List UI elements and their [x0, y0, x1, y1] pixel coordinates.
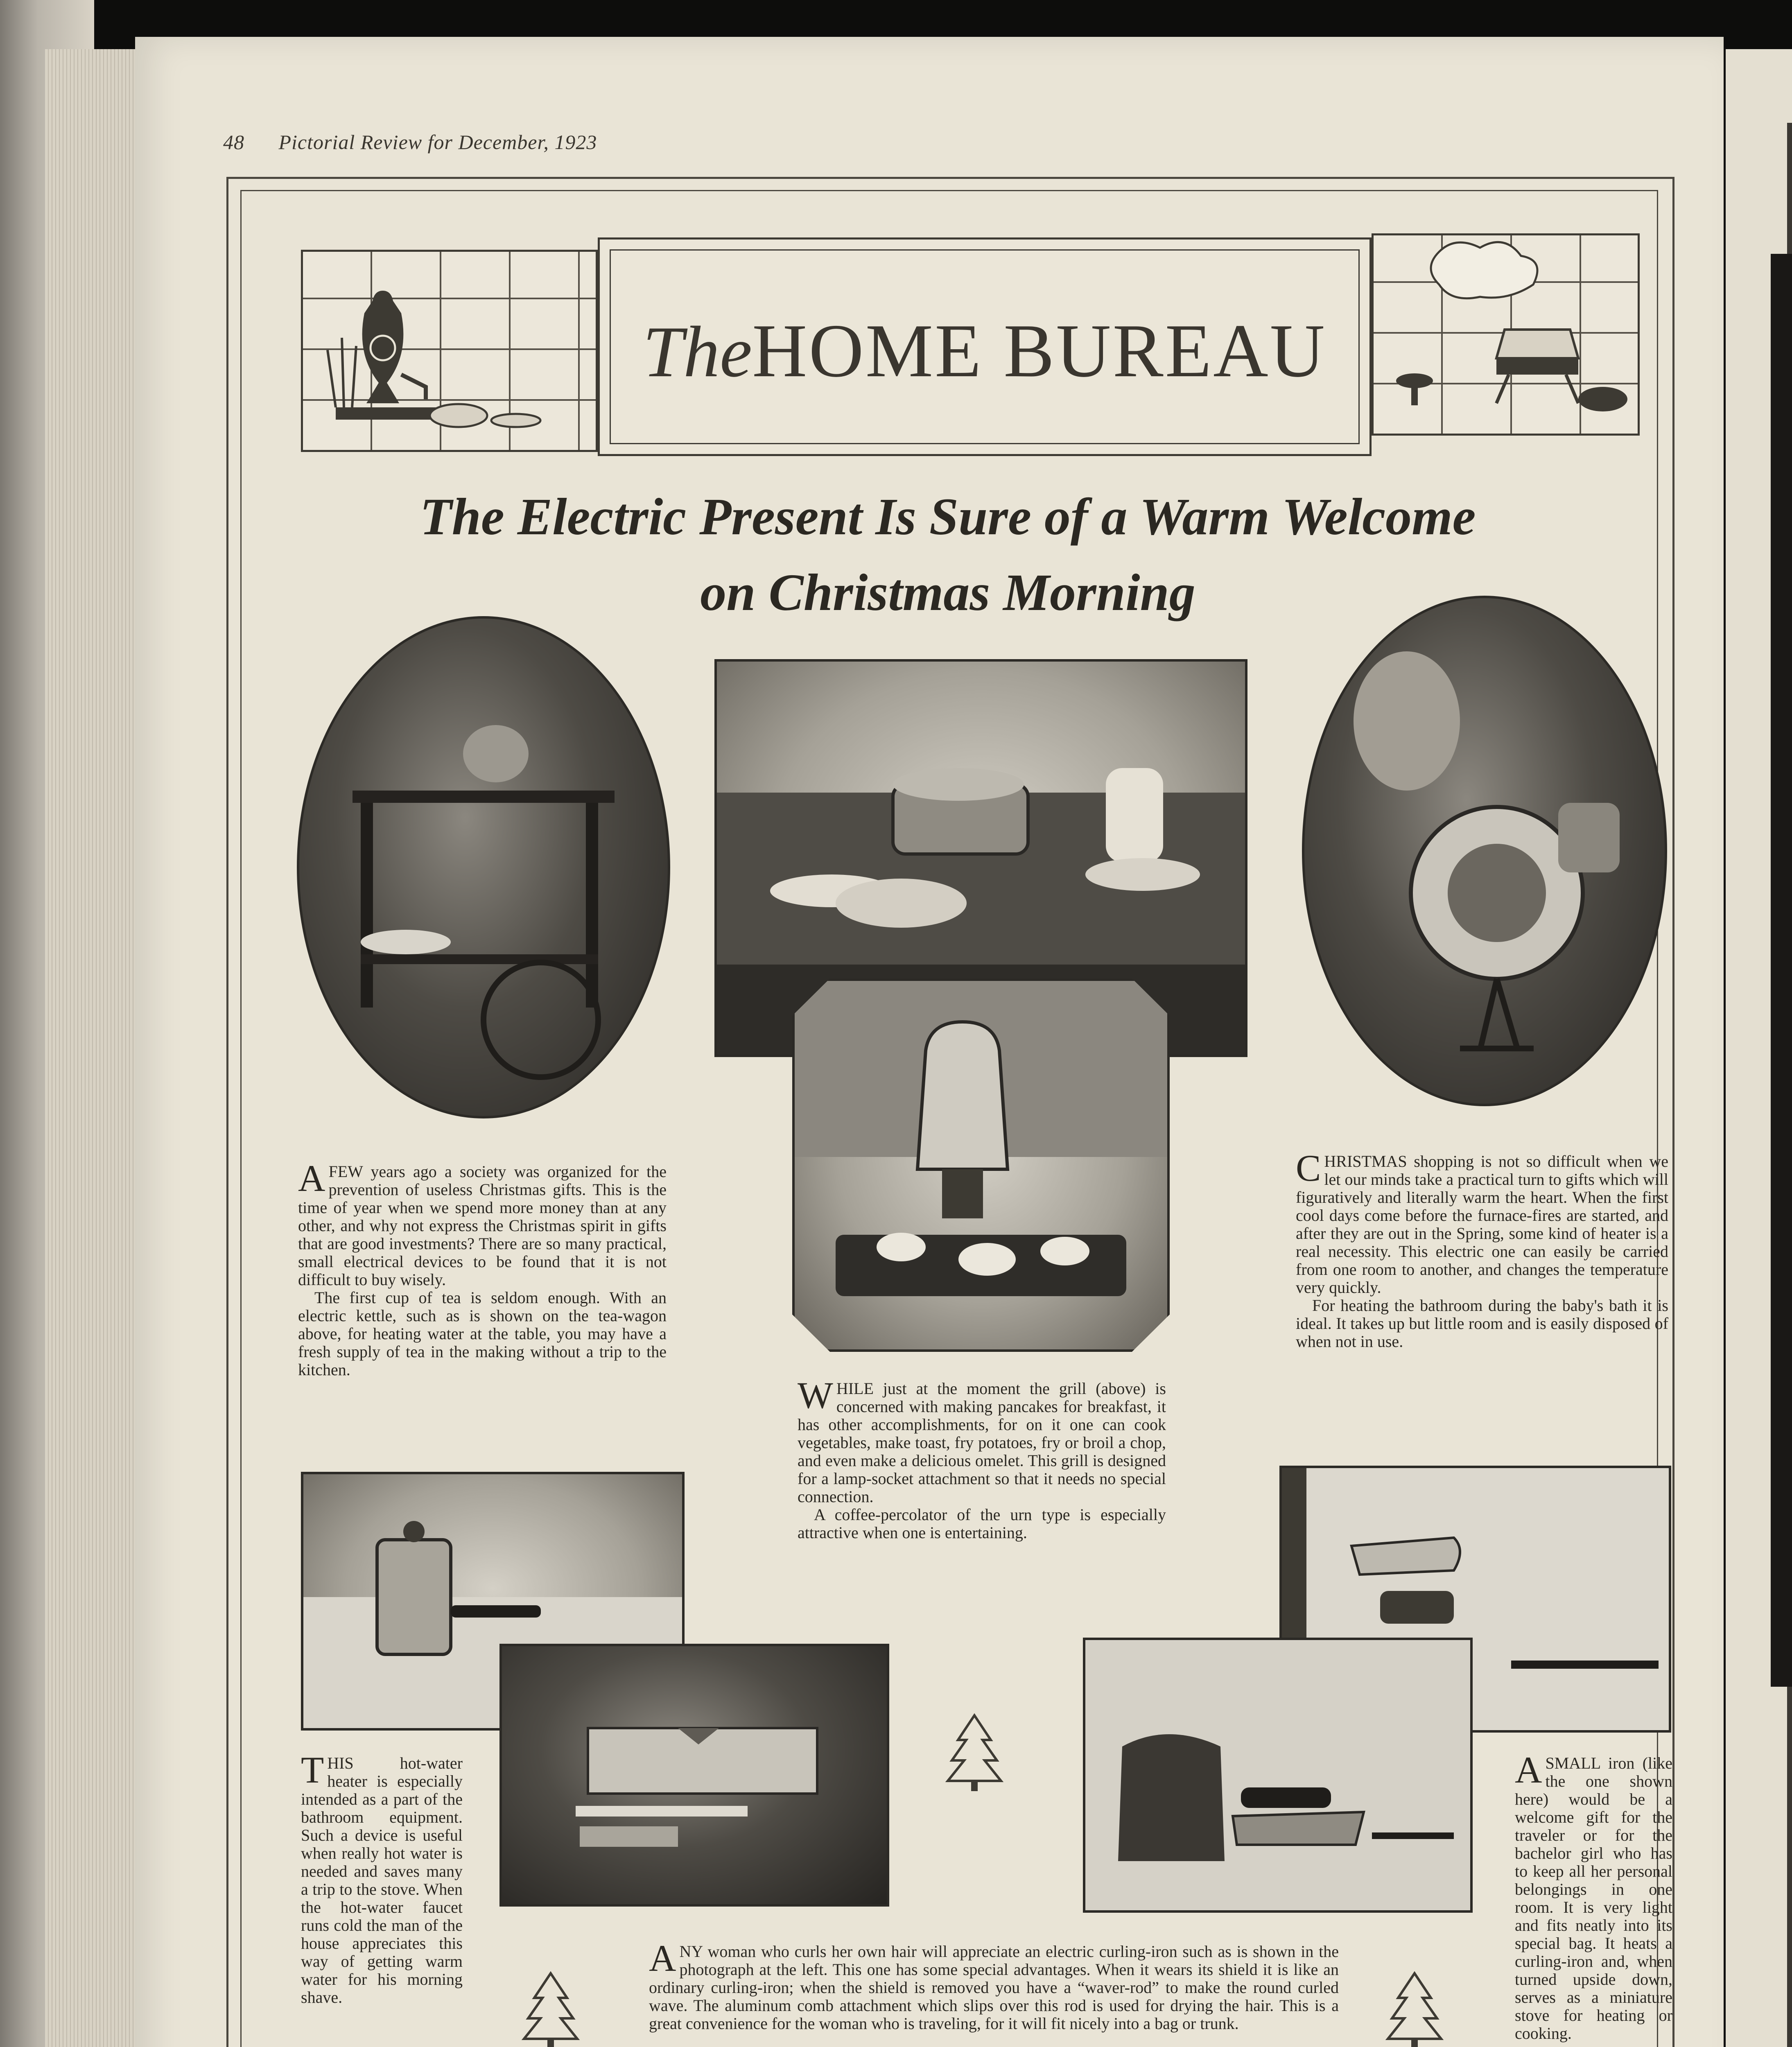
publication-line: Pictorial Review for December, 1923 [278, 131, 597, 154]
page-number: 48 [223, 131, 244, 154]
article-tea-wagon [298, 1157, 667, 1379]
photo-heater [1302, 596, 1667, 1106]
page-headline [328, 479, 1568, 630]
dropcap-curling-iron: A [649, 1937, 676, 1979]
heater-shape [1304, 598, 1665, 1104]
chafing-dish-illustration [1374, 235, 1638, 434]
headline-line-1: The Electric Present Is Sure of a Warm Welcome [420, 488, 1476, 546]
dropcap-tea-wagon: A [298, 1157, 325, 1199]
article-heater [1296, 1147, 1668, 1351]
pine-tree-ornament-icon [1382, 1969, 1447, 2047]
dropcap-water-heater: T [301, 1749, 324, 1791]
photo-curling-iron [499, 1644, 889, 1907]
dropcap-heater: C [1296, 1147, 1321, 1189]
pine-tree-ornament-icon [942, 1711, 1007, 1793]
photo-tea-wagon [297, 616, 670, 1118]
banner-title-main: HOME BUREAU [752, 309, 1326, 393]
article-water-heater [301, 1749, 463, 2006]
small-iron-bag-shape [1085, 1640, 1470, 1910]
article-grill [798, 1374, 1166, 1542]
water-heater-text: HIS hot-water heater is especially intended as a part of the bathroom equipment. Such a device is useful when really hot water is needed and saves many a trip to the stove. When the hot-water faucet runs cold the man of the house appreciates this way of getting warm water for his morning shave. [301, 1754, 463, 2006]
pine-tree-ornament-icon [518, 1969, 583, 2047]
photo-small-iron-bag [1083, 1638, 1473, 1913]
running-head [223, 130, 597, 154]
banner-title-box [598, 237, 1372, 456]
photo-percolator [792, 978, 1170, 1352]
heater-text: HRISTMAS shopping is not so difficult when we let our minds take a practical turn to gifts which will figuratively and literally warm the heart. When the first cool days come before the furnace-fires are started, and after they are out in the Spring, some kind of heater is a real necessity. This electric one can easily be carried from one room to another, and changes the temperature very quickly. [1296, 1152, 1668, 1297]
curling-iron-shape [502, 1646, 887, 1904]
facing-page-mark [1771, 254, 1792, 1687]
banner-right-panel [1372, 233, 1640, 436]
headline-line-2: on Christmas Morning [700, 563, 1195, 621]
banner-title-prefix: The [643, 311, 753, 392]
article-small-iron [1515, 1749, 1672, 2042]
grill-text-2: A coffee-percolator of the urn type is especially attractive when one is entertaining. [798, 1505, 1166, 1542]
tea-wagon-shape [299, 619, 668, 1116]
dropcap-small-iron: A [1515, 1749, 1542, 1791]
tea-wagon-text: FEW years ago a society was organized for the prevention of useless Christmas gifts. This is the time of year when we spend more money than at any other, and why not express the Christmas spirit in gifts that are good investments? There are so many practical, small electrical devices to be found that it is not difficult to buy wisely. [298, 1162, 667, 1289]
banner-title [600, 307, 1369, 395]
curling-iron-text: NY woman who curls her own hair will appreciate an electric curling-iron such as is shown in the photograph at the left. This one has some special advantages. When it wears its shield it is like an ordinary curling-iron; when the shield is removed you have a “waver-rod” to make the round curled wave. The aluminum comb attachment which slips over this rod is used for drying the hair. This is a great convenience for the woman who is traveling, for it will fit nicely into a bag or trunk. [649, 1942, 1339, 2033]
urn-illustration [303, 252, 596, 450]
dropcap-grill: W [798, 1374, 833, 1416]
small-iron-text: SMALL iron (like the one shown here) would be a welcome gift for the traveler or for the bachelor girl who has to keep all her personal belongings in one room. It is very light and fits neatly into its special bag. It heats a curling-iron and, when turned upside down, serves as a miniature stove for heating or cooking. [1515, 1754, 1672, 2042]
tea-wagon-text-2: The first cup of tea is seldom enough. With an electric kettle, such as is shown on the tea-wagon above, for heating water at the table, you may have a fresh supply of tea in the making without a trip to the kitchen. [298, 1288, 667, 1379]
banner-left-panel [301, 250, 598, 452]
percolator-shape [795, 981, 1167, 1349]
grill-text: HILE just at the moment the grill (above) is concerned with making pancakes for breakfast, it has other accomplishments, for on it one can cook vegetables, make toast, fry potatoes, fry or broil a chop, and even make a delicious omelet. This grill is designed for a lamp-socket attachment so that it needs no special connection. [798, 1379, 1166, 1506]
article-curling-iron [649, 1937, 1339, 2033]
heater-text-2: For heating the bathroom during the baby's bath it is ideal. It takes up but little room and is easily disposed of when not in use. [1296, 1296, 1668, 1351]
